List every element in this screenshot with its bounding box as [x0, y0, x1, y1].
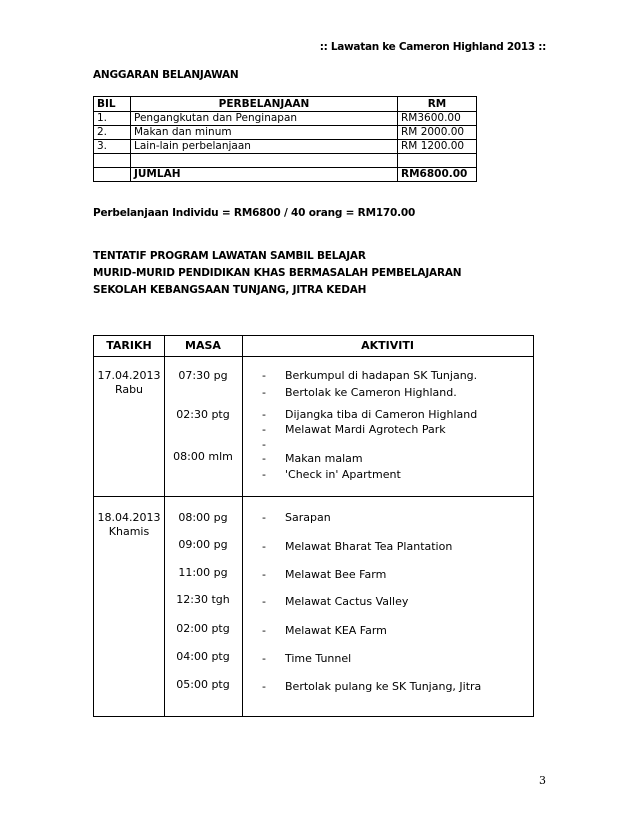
- day-cell: Rabu: [114, 383, 144, 396]
- program-title-3: SEKOLAH KEBANGSAAN TUNJANG, JITRA KEDAH: [93, 284, 367, 296]
- col-masa-header: MASA: [185, 339, 221, 352]
- activity-cell: Melawat Cactus Valley: [285, 595, 409, 608]
- activity-cell: Melawat Mardi Agrotech Park: [285, 423, 446, 436]
- activity-cell: Melawat Bee Farm: [285, 568, 387, 581]
- time-cell: 08:00 mlm: [173, 450, 233, 463]
- activity-cell: Time Tunnel: [285, 652, 352, 665]
- schedule-table: [93, 335, 534, 717]
- budget-header-row: [94, 97, 477, 112]
- time-cell: 09:00 pg: [178, 538, 228, 551]
- bullet-dash: -: [262, 595, 266, 608]
- total-row: [94, 168, 477, 182]
- bullet-dash: -: [262, 423, 266, 436]
- time-cell: 02:00 ptg: [176, 622, 230, 635]
- program-title-2: MURID-MURID PENDIDIKAN KHAS BERMASALAH PEMBELAJARAN: [93, 267, 462, 279]
- time-cell: 12:30 tgh: [176, 593, 230, 606]
- program-title-1: TENTATIF PROGRAM LAWATAN SAMBIL BELAJAR: [93, 250, 366, 262]
- bullet-dash: -: [262, 468, 266, 481]
- budget-heading: ANGGARAN BELANJAWAN: [93, 69, 239, 81]
- schedule-row-day2: [94, 497, 533, 715]
- item-cell: Makan dan minum: [131, 126, 398, 140]
- date-cell: 17.04.2013: [97, 369, 161, 382]
- table-row: [94, 140, 477, 154]
- time-cell: 07:30 pg: [178, 369, 228, 382]
- activity-cell: Sarapan: [285, 511, 331, 524]
- col-aktiviti-header: AKTIVITI: [361, 339, 414, 352]
- table-row: [94, 126, 477, 140]
- activity-cell: Melawat KEA Farm: [285, 624, 387, 637]
- schedule-row-day1: [94, 357, 533, 497]
- table-row: [94, 112, 477, 126]
- empty-cell: [131, 154, 398, 168]
- col-bil-header: BIL: [94, 97, 131, 112]
- activity-cell: Melawat Bharat Tea Plantation: [285, 540, 453, 553]
- activity-cell: Makan malam: [285, 452, 363, 465]
- time-cell: 11:00 pg: [178, 566, 228, 579]
- bullet-dash: -: [262, 680, 266, 693]
- page-number: 3: [539, 774, 546, 787]
- bullet-dash: -: [262, 568, 266, 581]
- time-cell: 04:00 ptg: [176, 650, 230, 663]
- activity-cell: Berkumpul di hadapan SK Tunjang.: [285, 369, 478, 382]
- day-cell: Khamis: [108, 525, 150, 538]
- activity-cell: Bertolak pulang ke SK Tunjang, Jitra: [285, 680, 482, 693]
- bil-cell: 1.: [94, 112, 131, 126]
- activity-cell: Dijangka tiba di Cameron Highland: [285, 408, 478, 421]
- empty-cell: [398, 154, 477, 168]
- bullet-dash: -: [262, 540, 266, 553]
- time-cell: 05:00 ptg: [176, 678, 230, 691]
- empty-cell: [94, 168, 131, 182]
- budget-table: [93, 96, 477, 182]
- page-header: :: Lawatan ke Cameron Highland 2013 ::: [319, 41, 546, 53]
- table-row-empty: [94, 154, 477, 168]
- col-perbelanjaan-header: PERBELANJAAN: [131, 97, 398, 112]
- bullet-dash: -: [262, 369, 266, 382]
- time-cell: 02:30 ptg: [176, 408, 230, 421]
- col-rm-header: RM: [398, 97, 477, 112]
- item-cell: Lain-lain perbelanjaan: [131, 140, 398, 154]
- time-cell: 08:00 pg: [178, 511, 228, 524]
- schedule-header-row: [94, 336, 533, 357]
- bullet-dash: -: [262, 652, 266, 665]
- date-cell: 18.04.2013: [97, 511, 161, 524]
- empty-cell: [94, 154, 131, 168]
- rm-cell: RM 1200.00: [398, 140, 477, 154]
- col-tarikh-header: TARIKH: [106, 339, 152, 352]
- activity-cell: 'Check in' Apartment: [285, 468, 401, 481]
- individual-cost: Perbelanjaan Individu = RM6800 / 40 orang = RM170.00: [93, 207, 416, 219]
- activity-cell: Bertolak ke Cameron Highland.: [285, 386, 457, 399]
- item-cell: Pengangkutan dan Penginapan: [131, 112, 398, 126]
- total-value: RM6800.00: [398, 168, 477, 182]
- bil-cell: 2.: [94, 126, 131, 140]
- rm-cell: RM 2000.00: [398, 126, 477, 140]
- bullet-dash: -: [262, 511, 266, 524]
- bullet-dash: -: [262, 438, 266, 451]
- bullet-dash: -: [262, 386, 266, 399]
- bil-cell: 3.: [94, 140, 131, 154]
- bullet-dash: -: [262, 624, 266, 637]
- bullet-dash: -: [262, 452, 266, 465]
- bullet-dash: -: [262, 408, 266, 421]
- rm-cell: RM3600.00: [398, 112, 477, 126]
- total-label: JUMLAH: [131, 168, 398, 182]
